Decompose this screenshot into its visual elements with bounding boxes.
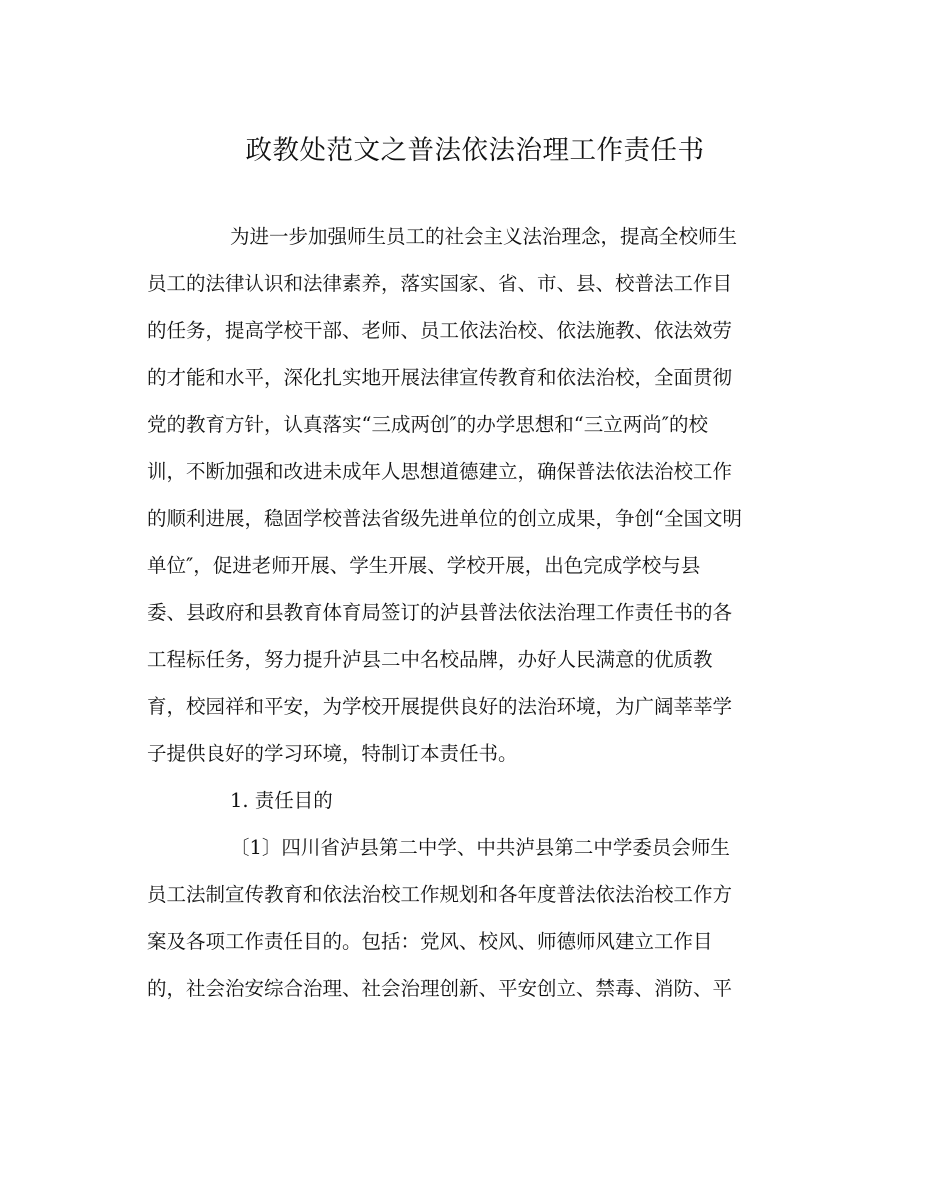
- text-line: 党的教育方针，认真落实“三成两创″的办学思想和“三立两尚″的校: [147, 413, 709, 436]
- document-title: 政教处范文之普法依法治理工作责任书: [245, 135, 705, 166]
- text-line: 委、县政府和县教育体育局签订的泸县普法依法治理工作责任书的各: [147, 601, 733, 624]
- text-line: 训，不断加强和改进未成年人思想道德建立，确保普法依法治校工作: [147, 460, 733, 483]
- section-heading: 1. 责任目的: [230, 789, 333, 812]
- text-line: 子提供良好的学习环境，特制订本责任书。: [147, 742, 518, 765]
- text-line: 育，校园祥和平安，为学校开展提供良好的法治环境，为广阔莘莘学: [147, 695, 733, 718]
- text-line: 的任务，提高学校干部、老师、员工依法治校、依法施教、依法效劳: [147, 319, 733, 342]
- text-line: 案及各项工作责任目的。包括：党风、校风、师德师风建立工作目: [147, 930, 713, 953]
- text-line: 的顺利进展，稳固学校普法省级先进单位的创立成果，争创“全国文明: [147, 507, 742, 530]
- text-line: 员工法制宣传教育和依法治校工作规划和各年度普法依法治校工作方: [147, 883, 733, 906]
- text-line: 的才能和水平，深化扎实地开展法律宣传教育和依法治校，全面贯彻: [147, 366, 733, 389]
- text-line: 为进一步加强师生员工的社会主义法治理念，提高全校师生: [230, 225, 738, 248]
- text-line: 员工的法律认识和法律素养，落实国家、省、市、县、校普法工作目: [147, 272, 733, 295]
- text-line: 工程标任务，努力提升泸县二中名校品牌，办好人民满意的优质教: [147, 648, 713, 671]
- text-line: 〔1〕四川省泸县第二中学、中共泸县第二中学委员会师生: [230, 836, 730, 859]
- text-line: 的，社会治安综合治理、社会治理创新、平安创立、禁毒、消防、平: [147, 977, 733, 1000]
- text-line: 单位″，促进老师开展、学生开展、学校开展，出色完成学校与县: [147, 554, 701, 577]
